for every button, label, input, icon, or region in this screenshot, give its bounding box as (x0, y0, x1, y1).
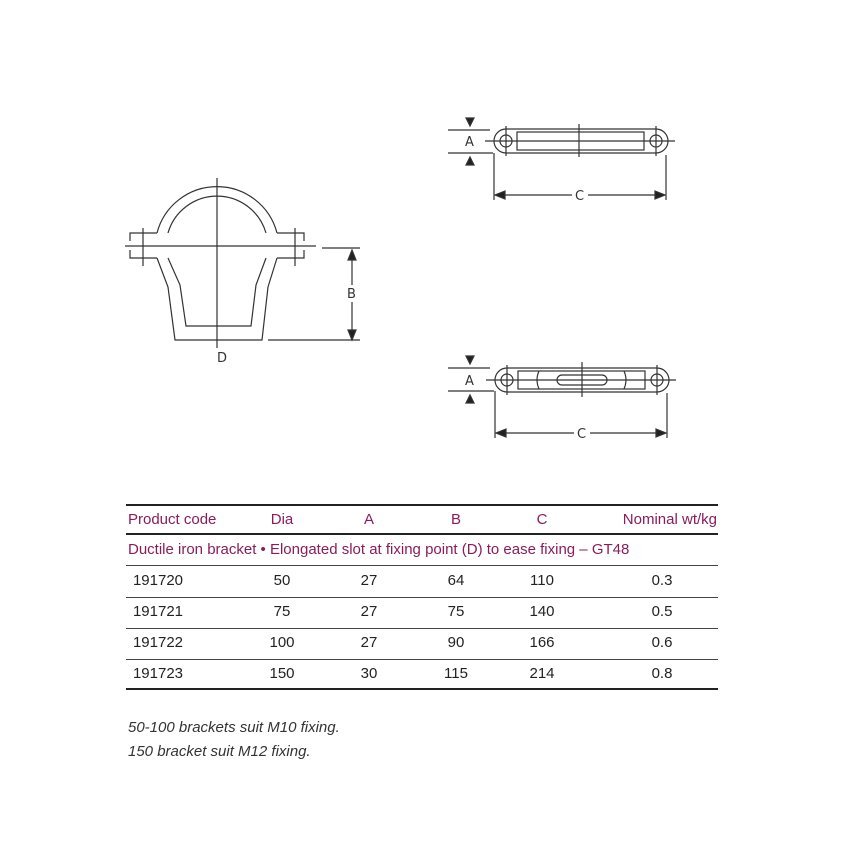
table-rule (126, 533, 718, 535)
table-rule (126, 597, 718, 598)
dimension-a-label: A (465, 135, 474, 150)
cell-dia: 75 (273, 603, 291, 620)
table-rule (126, 504, 718, 506)
cell-b: 75 (447, 603, 465, 620)
top-view-drawing-plain (448, 118, 675, 204)
cell-c: 110 (530, 572, 554, 589)
cell-a: 27 (360, 634, 378, 651)
dimension-b-label: B (347, 287, 356, 302)
cell-weight: 0.3 (651, 572, 673, 589)
cell-a: 30 (360, 665, 378, 682)
cell-dia: 150 (269, 665, 295, 682)
table-rule (126, 628, 718, 629)
cell-product-code: 191720 (132, 572, 184, 589)
cell-product-code: 191723 (132, 665, 184, 682)
header-product-code: Product code (128, 511, 217, 528)
cell-weight: 0.5 (651, 603, 673, 620)
cell-dia: 100 (269, 634, 295, 651)
note-line: 50-100 brackets suit M10 fixing. (128, 719, 340, 736)
cell-b: 115 (444, 665, 468, 682)
header-c: C (536, 511, 548, 528)
table-rule (126, 659, 718, 660)
fixing-point-d-label: D (217, 351, 228, 366)
cell-c: 140 (529, 603, 555, 620)
cell-b: 64 (447, 572, 465, 589)
side-view-drawing (125, 178, 360, 366)
cell-product-code: 191721 (132, 603, 184, 620)
dimension-a-label: A (465, 374, 474, 389)
top-view-drawing-slotted (448, 356, 676, 442)
table-rule (126, 688, 718, 690)
cell-dia: 50 (273, 572, 291, 589)
cell-a: 27 (360, 603, 378, 620)
cell-product-code: 191722 (132, 634, 184, 651)
table-rule (126, 565, 718, 566)
header-weight: Nominal wt/kg (622, 511, 717, 528)
cell-c: 166 (529, 634, 555, 651)
header-b: B (450, 511, 462, 528)
cell-weight: 0.6 (651, 634, 673, 651)
dimension-c-label: C (577, 427, 587, 442)
dimension-c-label: C (575, 189, 585, 204)
cell-a: 27 (360, 572, 378, 589)
cell-c: 214 (529, 665, 555, 682)
cell-weight: 0.8 (651, 665, 673, 682)
header-dia: Dia (270, 511, 294, 528)
note-line: 150 bracket suit M12 fixing. (128, 743, 311, 760)
header-a: A (363, 511, 375, 528)
cell-b: 90 (447, 634, 465, 651)
table-subtitle: Ductile iron bracket • Elongated slot at fixing point (D) to ease fixing – GT48 (128, 541, 630, 558)
